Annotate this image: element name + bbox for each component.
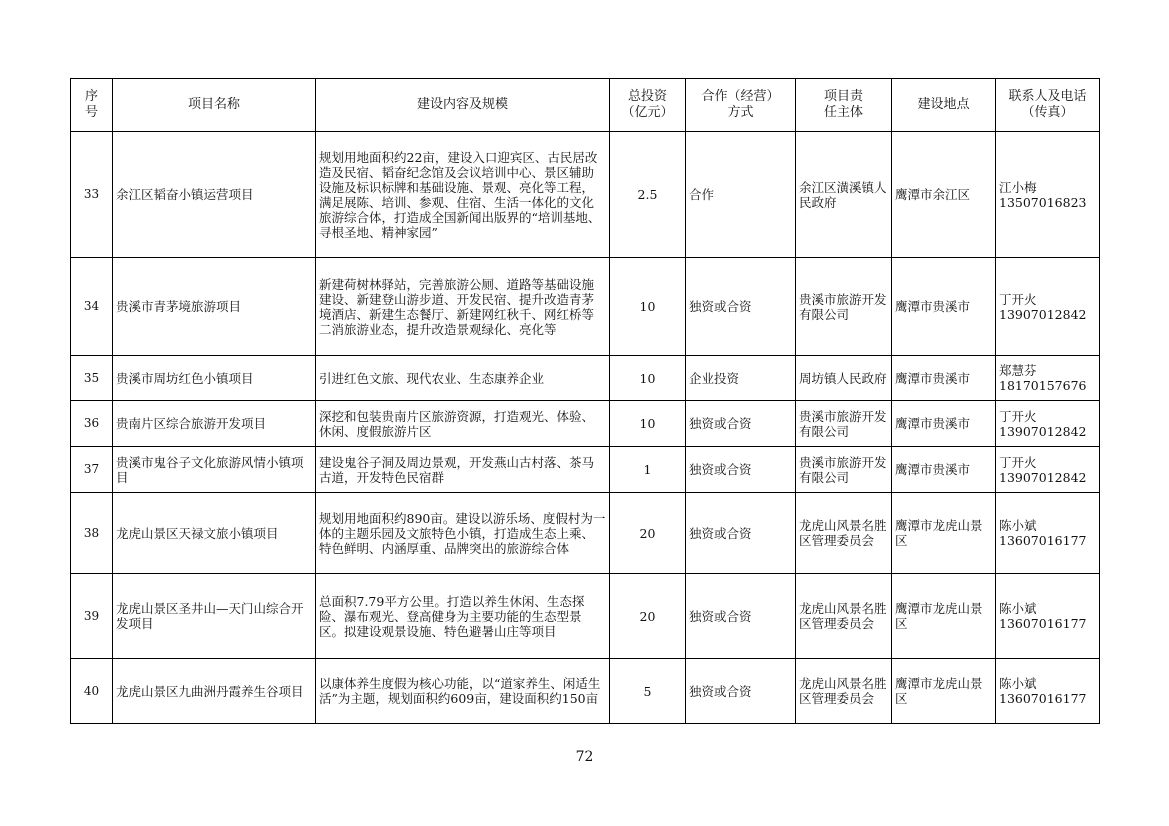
row-index: 36 [71,401,113,447]
row-project-name: 贵溪市周坊红色小镇项目 [113,356,316,401]
header-mode [686,79,796,132]
row-location: 鹰潭市贵溪市 [892,258,996,356]
row-index: 37 [71,447,113,493]
header-owner [796,79,892,132]
header-mode-l1: 合作（经营） [701,89,780,104]
header-investment [610,79,686,132]
header-index [71,79,113,132]
row-location: 鹰潭市龙虎山景区 [892,493,996,574]
table-row [71,659,1100,724]
contact-person: 陈小斌 [999,676,1037,691]
contact-phone: 13507016823 [999,194,1087,210]
row-owner: 龙虎山风景名胜区管理委员会 [796,493,892,574]
row-contact [996,356,1100,401]
row-investment: 10 [610,356,686,401]
table-row [71,132,1100,258]
row-contact [996,132,1100,258]
contact-phone: 18170157676 [999,378,1087,393]
table-row [71,447,1100,493]
table-header-row [71,79,1100,132]
row-investment: 20 [610,574,686,659]
contact-person: 丁开火 [999,454,1037,470]
row-mode: 合作 [686,132,796,258]
row-project-name: 余江区韬奋小镇运营项目 [113,132,316,258]
row-project-name: 龙虎山景区九曲洲丹霞养生谷项目 [113,659,316,724]
row-contact [996,659,1100,724]
row-contact [996,574,1100,659]
row-content: 规划用地面积约890亩。建设以游乐场、度假村为一体的主题乐园及文旅特色小镇，打造成生态上乘、特色鲜明、内涵厚重、品牌突出的旅游综合体 [316,493,610,574]
header-contact [996,79,1100,132]
header-investment-l2: （亿元） [621,105,674,120]
contact-phone: 13907012842 [999,306,1087,322]
row-index: 38 [71,493,113,574]
row-index: 34 [71,258,113,356]
header-mode-l2: 方式 [727,105,754,120]
row-index: 35 [71,356,113,401]
header-owner-l2: 任主体 [823,105,863,120]
contact-person: 陈小斌 [999,518,1037,533]
row-owner: 龙虎山风景名胜区管理委员会 [796,659,892,724]
contact-phone: 13907012842 [999,469,1087,485]
row-location: 鹰潭市贵溪市 [892,447,996,493]
contact-person: 丁开火 [999,408,1037,424]
row-owner: 余江区潢溪镇人民政府 [796,132,892,258]
row-mode: 独资或合资 [686,659,796,724]
row-project-name: 贵溪市鬼谷子文化旅游风情小镇项目 [113,447,316,493]
contact-phone: 13607016177 [999,616,1087,631]
contact-person: 陈小斌 [999,601,1037,616]
row-investment: 5 [610,659,686,724]
row-contact [996,258,1100,356]
table-row [71,574,1100,659]
row-project-name: 龙虎山景区圣井山—天门山综合开发项目 [113,574,316,659]
row-investment: 2.5 [610,132,686,258]
row-index: 40 [71,659,113,724]
row-content: 引进红色文旅、现代农业、生态康养企业 [316,356,610,401]
contact-phone: 13907012842 [999,423,1087,439]
row-project-name: 贵南片区综合旅游开发项目 [113,401,316,447]
row-index: 39 [71,574,113,659]
contact-person: 郑慧芬 [999,363,1037,378]
row-content: 新建荷树林驿站，完善旅游公厕、道路等基础设施建设、新建登山游步道、开发民宿、提升改造青茅境酒店、新建生态餐厅、新建网红秋千、网红桥等二消旅游业态，提升改造景观绿化、亮化等 [316,258,610,356]
row-contact [996,401,1100,447]
row-owner: 贵溪市旅游开发有限公司 [796,258,892,356]
row-location: 鹰潭市余江区 [892,132,996,258]
table-row [71,356,1100,401]
row-content: 深挖和包装贵南片区旅游资源，打造观光、体验、休闲、度假旅游片区 [316,401,610,447]
row-mode: 独资或合资 [686,493,796,574]
row-content: 建设鬼谷子洞及周边景观，开发燕山古村落、茶马古道，开发特色民宿群 [316,447,610,493]
row-contact [996,493,1100,574]
row-project-name: 龙虎山景区天禄文旅小镇项目 [113,493,316,574]
row-mode: 企业投资 [686,356,796,401]
header-owner-l1: 项目责 [823,89,863,104]
row-mode: 独资或合资 [686,401,796,447]
contact-phone: 13607016177 [999,533,1087,548]
row-investment: 1 [610,447,686,493]
header-contact-l2: （传真） [1021,105,1074,120]
header-contact-l1: 联系人及电话 [1008,89,1087,104]
row-owner: 贵溪市旅游开发有限公司 [796,401,892,447]
row-owner: 贵溪市旅游开发有限公司 [796,447,892,493]
table-row [71,258,1100,356]
row-investment: 10 [610,258,686,356]
row-owner: 周坊镇人民政府 [796,356,892,401]
contact-person: 丁开火 [999,291,1037,307]
row-investment: 20 [610,493,686,574]
page-number: 72 [575,749,594,765]
header-project-name: 项目名称 [113,79,316,132]
row-project-name: 贵溪市青茅境旅游项目 [113,258,316,356]
row-investment: 10 [610,401,686,447]
table-row [71,493,1100,574]
contact-phone: 13607016177 [999,691,1087,706]
row-location: 鹰潭市龙虎山景区 [892,574,996,659]
contact-person: 江小梅 [999,179,1037,195]
row-contact [996,447,1100,493]
row-content: 规划用地面积约22亩，建设入口迎宾区、古民居改造及民宿、韬奋纪念馆及会议培训中心、景区辅助设施及标识标牌和基础设施、景观、亮化等工程，满足展陈、培训、参观、住宿、生活一体化的文化旅游综合体，打造成全国新闻出版界的“培训基地、寻根圣地、精神家园” [316,132,610,258]
row-location: 鹰潭市贵溪市 [892,356,996,401]
header-index-l2: 号 [84,105,98,120]
row-mode: 独资或合资 [686,258,796,356]
row-location: 鹰潭市龙虎山景区 [892,659,996,724]
header-content: 建设内容及规模 [316,79,610,132]
header-location: 建设地点 [892,79,996,132]
row-content: 总面积7.79平方公里。打造以养生休闲、生态探险、瀑布观光、登高健身为主要功能的生态型景区。拟建设观景设施、特色避暑山庄等项目 [316,574,610,659]
header-index-l1: 序 [84,89,98,104]
project-table [70,78,1100,724]
header-investment-l1: 总投资 [627,89,667,104]
row-mode: 独资或合资 [686,574,796,659]
row-mode: 独资或合资 [686,447,796,493]
row-index: 33 [71,132,113,258]
row-content: 以康体养生度假为核心功能，以“道家养生、闲适生活”为主题，规划面积约609亩，建设面积约150亩 [316,659,610,724]
row-location: 鹰潭市贵溪市 [892,401,996,447]
table-row [71,401,1100,447]
row-owner: 龙虎山风景名胜区管理委员会 [796,574,892,659]
